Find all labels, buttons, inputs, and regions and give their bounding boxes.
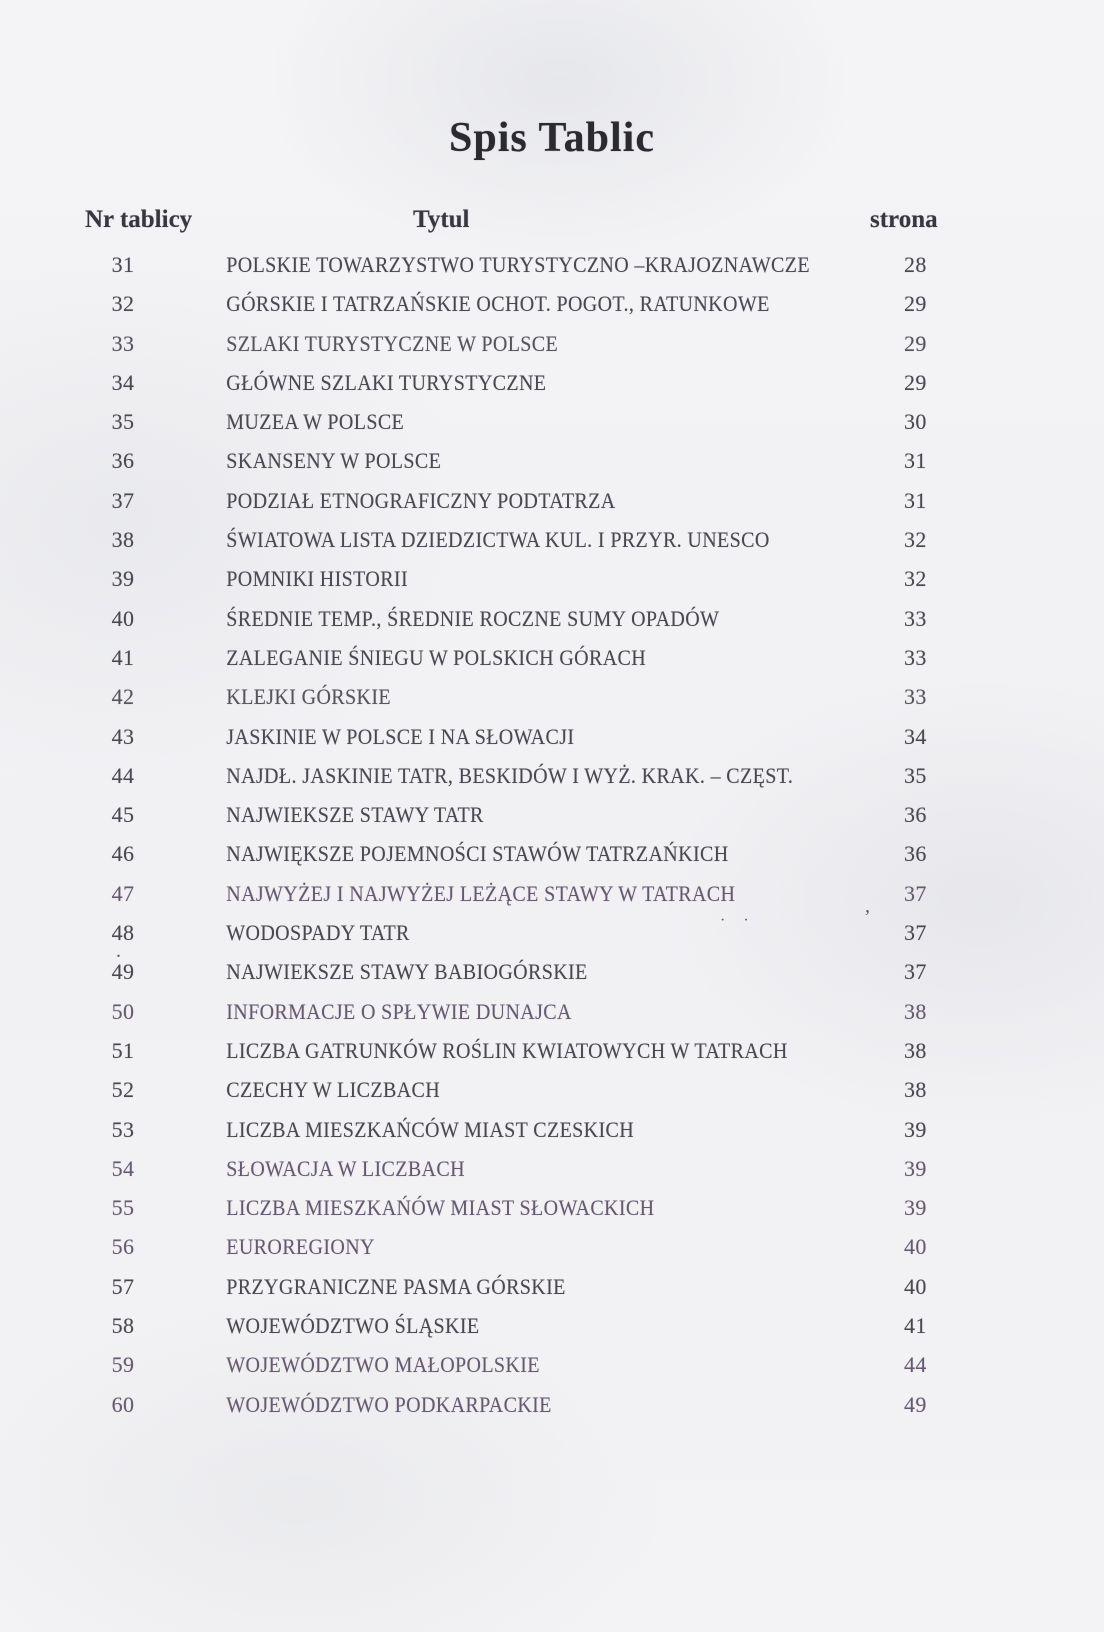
row-page-number: 36 <box>904 802 927 828</box>
table-row <box>0 1313 1104 1352</box>
row-table-number: 51 <box>111 1037 135 1063</box>
table-row <box>0 448 1104 487</box>
row-title: GŁÓWNE SZLAKI TURYSTYCZNE <box>226 369 547 395</box>
row-page-number: 37 <box>904 959 927 985</box>
table-row <box>0 566 1104 605</box>
row-table-number: 34 <box>111 369 135 395</box>
row-page-number: 29 <box>904 369 927 395</box>
row-table-number: 52 <box>111 1077 135 1103</box>
row-page-number: 34 <box>904 723 927 749</box>
table-row <box>0 881 1104 920</box>
table-of-contents-list <box>0 252 1104 1431</box>
row-page-number: 38 <box>904 1037 927 1063</box>
row-title: WOJEWÓDZTWO PODKARPACKIE <box>226 1391 552 1417</box>
table-row <box>0 763 1104 802</box>
table-row <box>0 370 1104 409</box>
row-table-number: 39 <box>111 566 135 592</box>
row-title: NAJWYŻEJ I NAJWYŻEJ LEŻĄCE STAWY W TATRACH <box>226 880 736 906</box>
row-table-number: 33 <box>111 330 135 356</box>
row-page-number: 36 <box>904 841 927 867</box>
row-page-number: 38 <box>904 1077 927 1103</box>
row-title: LICZBA GATRUNKÓW ROŚLIN KWIATOWYCH W TATRACH <box>226 1037 788 1063</box>
row-table-number: 53 <box>111 1116 135 1142</box>
row-title: INFORMACJE O SPŁYWIE DUNAJCA <box>226 998 572 1024</box>
row-title: WOJEWÓDZTWO ŚLĄSKIE <box>226 1313 480 1339</box>
row-table-number: 50 <box>111 998 135 1024</box>
row-table-number: 60 <box>111 1391 135 1417</box>
row-page-number: 29 <box>904 330 927 356</box>
table-row <box>0 409 1104 448</box>
table-row <box>0 1156 1104 1195</box>
row-title: POLSKIE TOWARZYSTWO TURYSTYCZNO –KRAJOZNAWCZE <box>226 252 810 277</box>
row-table-number: 44 <box>111 762 135 788</box>
row-title: POMNIKI HISTORII <box>226 566 408 592</box>
row-title: PRZYGRANICZNE PASMA GÓRSKIE <box>226 1273 566 1299</box>
table-row <box>0 252 1104 291</box>
column-header-page: strona <box>870 206 938 233</box>
row-page-number: 32 <box>904 566 927 592</box>
table-row <box>0 959 1104 998</box>
table-row <box>0 1038 1104 1077</box>
row-table-number: 48 <box>111 920 135 946</box>
table-row <box>0 684 1104 723</box>
column-header-table-number: Nr tablicy <box>85 206 193 233</box>
scan-speck: ’ <box>864 906 871 928</box>
row-page-number: 33 <box>904 605 927 631</box>
row-page-number: 40 <box>904 1234 927 1260</box>
scan-speck: · · <box>720 912 756 929</box>
row-title: SZLAKI TURYSTYCZNE W POLSCE <box>226 330 559 356</box>
row-title: NAJWIEKSZE STAWY BABIOGÓRSKIE <box>226 959 588 985</box>
row-table-number: 55 <box>111 1195 135 1221</box>
row-page-number: 39 <box>904 1155 927 1181</box>
row-table-number: 40 <box>111 605 135 631</box>
table-row <box>0 802 1104 841</box>
row-table-number: 49 <box>111 959 135 985</box>
row-table-number: 57 <box>111 1273 135 1299</box>
table-row <box>0 1392 1104 1431</box>
row-title: NAJWIEKSZE STAWY TATR <box>226 802 484 828</box>
row-page-number: 37 <box>904 920 927 946</box>
table-row <box>0 331 1104 370</box>
row-page-number: 31 <box>904 448 927 474</box>
row-table-number: 46 <box>111 841 135 867</box>
row-table-number: 43 <box>111 723 135 749</box>
row-title: ŚWIATOWA LISTA DZIEDZICTWA KUL. I PRZYR. UNESCO <box>226 527 770 553</box>
row-title: LICZBA MIESZKAŃÓW MIAST SŁOWACKICH <box>226 1195 655 1221</box>
row-page-number: 28 <box>904 252 927 277</box>
row-title: WOJEWÓDZTWO MAŁOPOLSKIE <box>226 1352 540 1378</box>
row-title: WODOSPADY TATR <box>226 920 410 946</box>
row-table-number: 31 <box>111 252 135 277</box>
table-row <box>0 841 1104 880</box>
table-row <box>0 1234 1104 1273</box>
table-row <box>0 1274 1104 1313</box>
row-title: JASKINIE W POLSCE I NA SŁOWACJI <box>226 723 575 749</box>
row-page-number: 37 <box>904 880 927 906</box>
table-row <box>0 527 1104 566</box>
row-page-number: 31 <box>904 487 927 513</box>
row-page-number: 33 <box>904 644 927 670</box>
row-title: NAJWIĘKSZE POJEMNOŚCI STAWÓW TATRZAŃKICH <box>226 841 729 867</box>
row-table-number: 59 <box>111 1352 135 1378</box>
row-page-number: 33 <box>904 684 927 710</box>
row-page-number: 44 <box>904 1352 927 1378</box>
row-table-number: 37 <box>111 487 135 513</box>
table-row <box>0 920 1104 959</box>
row-page-number: 32 <box>904 527 927 553</box>
table-header-row <box>0 206 1104 240</box>
row-page-number: 49 <box>904 1391 927 1417</box>
row-page-number: 41 <box>904 1313 927 1339</box>
row-page-number: 40 <box>904 1273 927 1299</box>
table-row <box>0 1077 1104 1116</box>
row-page-number: 38 <box>904 998 927 1024</box>
row-title: EUROREGIONY <box>226 1234 375 1260</box>
row-title: NAJDŁ. JASKINIE TATR, BESKIDÓW I WYŻ. KRAK. – CZĘST. <box>226 762 794 788</box>
table-row <box>0 999 1104 1038</box>
table-row <box>0 645 1104 684</box>
row-title: MUZEA W POLSCE <box>226 409 405 435</box>
row-page-number: 39 <box>904 1116 927 1142</box>
page-title: Spis Tablic <box>449 115 655 161</box>
row-table-number: 35 <box>111 409 135 435</box>
row-title: PODZIAŁ ETNOGRAFICZNY PODTATRZA <box>226 487 616 513</box>
row-table-number: 41 <box>111 644 135 670</box>
row-title: GÓRSKIE I TATRZAŃSKIE OCHOT. POGOT., RATUNKOWE <box>226 291 770 317</box>
row-table-number: 54 <box>111 1155 135 1181</box>
table-row <box>0 1195 1104 1234</box>
row-page-number: 39 <box>904 1195 927 1221</box>
row-title: KLEJKI GÓRSKIE <box>226 684 391 710</box>
row-page-number: 30 <box>904 409 927 435</box>
row-title: SKANSENY W POLSCE <box>226 448 442 474</box>
table-row <box>0 291 1104 330</box>
column-header-title: Tytul <box>413 206 470 233</box>
row-table-number: 47 <box>111 880 135 906</box>
table-row <box>0 1352 1104 1391</box>
row-title: SŁOWACJA W LICZBACH <box>226 1155 465 1181</box>
row-table-number: 56 <box>111 1234 135 1260</box>
row-table-number: 42 <box>111 684 135 710</box>
row-page-number: 29 <box>904 291 927 317</box>
row-title: ZALEGANIE ŚNIEGU W POLSKICH GÓRACH <box>226 644 647 670</box>
table-row <box>0 724 1104 763</box>
row-table-number: 32 <box>111 291 135 317</box>
row-table-number: 58 <box>111 1313 135 1339</box>
row-title: CZECHY W LICZBACH <box>226 1077 441 1103</box>
scan-speck: . <box>116 940 121 962</box>
table-row <box>0 606 1104 645</box>
row-table-number: 36 <box>111 448 135 474</box>
row-title: LICZBA MIESZKAŃCÓW MIAST CZESKICH <box>226 1116 635 1142</box>
row-page-number: 35 <box>904 762 927 788</box>
row-title: ŚREDNIE TEMP., ŚREDNIE ROCZNE SUMY OPADÓW <box>226 605 720 631</box>
table-row <box>0 488 1104 527</box>
row-table-number: 45 <box>111 802 135 828</box>
table-row <box>0 1117 1104 1156</box>
row-table-number: 38 <box>111 527 135 553</box>
